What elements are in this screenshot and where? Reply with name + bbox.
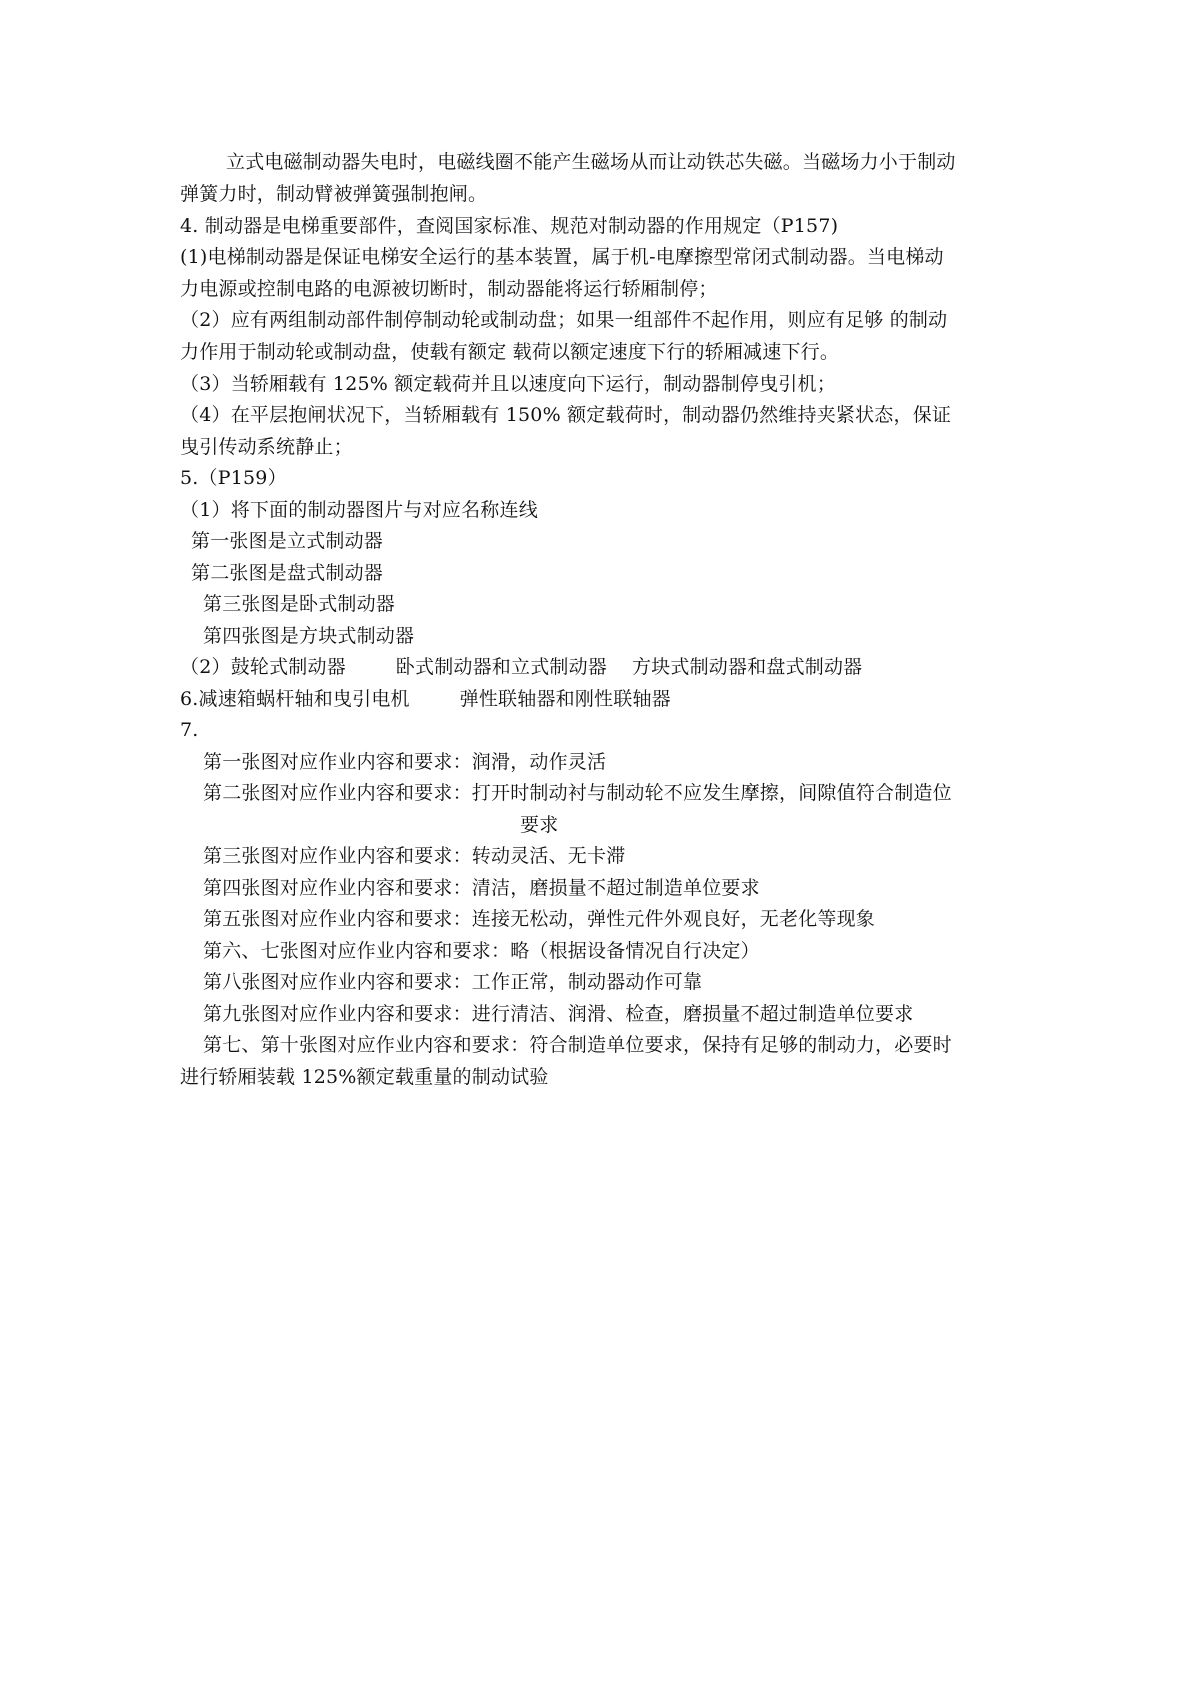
text-line: 5.（P159） [180,467,287,489]
text-line: 第八张图对应作业内容和要求：工作正常，制动器动作可靠 [203,971,703,993]
text-line: （4）在平层抱闸状况下，当轿厢载有 150% 额定载荷时，制动器仍然维持夹紧状态，保证 [180,404,952,426]
text-line: 第二张图对应作业内容和要求：打开时制动衬与制动轮不应发生摩擦，间隙值符合制造位 [203,782,952,804]
text-line: 第五张图对应作业内容和要求：连接无松动，弹性元件外观良好，无老化等现象 [203,908,876,930]
text-line: （3）当轿厢载有 125% 额定载荷并且以速度向下运行，制动器制停曳引机； [180,373,836,395]
text-line: 第三张图对应作业内容和要求：转动灵活、无卡滞 [203,845,626,867]
text-line: 第二张图是盘式制动器 [191,562,384,584]
text-line: 弹簧力时，制动臂被弹簧强制抱闸。 [180,183,488,205]
text-line: (1)电梯制动器是保证电梯安全运行的基本装置，属于机-电摩擦型常闭式制动器。当电梯动 [180,246,944,268]
text-line: 力作用于制动轮或制动盘，使载有额定 载荷以额定速度下行的轿厢减速下行。 [180,341,840,363]
text-line: 7. [180,719,199,741]
text-line: 第一张图对应作业内容和要求：润滑，动作灵活 [203,751,607,773]
text-line: 第九张图对应作业内容和要求：进行清洁、润滑、检查，磨损量不超过制造单位要求 [203,1003,914,1025]
text-line: 4. 制动器是电梯重要部件，查阅国家标准、规范对制动器的作用规定（P157) [180,215,839,237]
text-line: 第六、七张图对应作业内容和要求：略（根据设备情况自行决定） [203,940,760,962]
text-line: 第四张图对应作业内容和要求：清洁，磨损量不超过制造单位要求 [203,877,760,899]
text-line: （2）应有两组制动部件制停制动轮或制动盘；如果一组部件不起作用，则应有足够 的制动 [180,309,948,331]
text-line: （2）鼓轮式制动器 卧式制动器和立式制动器 方块式制动器和盘式制动器 [180,656,863,678]
text-line: （1）将下面的制动器图片与对应名称连线 [180,499,538,521]
text-line: 第三张图是卧式制动器 [203,593,396,615]
text-line: 第四张图是方块式制动器 [203,625,415,647]
text-line: 曳引传动系统静止； [180,436,353,458]
text-line: 第七、第十张图对应作业内容和要求：符合制造单位要求，保持有足够的制动力，必要时 [203,1034,952,1056]
text-line: 要求 [520,814,559,836]
text-line: 6.减速箱蜗杆轴和曳引电机 弹性联轴器和刚性联轴器 [180,688,671,710]
text-line: 立式电磁制动器失电时，电磁线圈不能产生磁场从而让动铁芯失磁。当磁场力小于制动 [226,151,956,173]
text-line: 进行轿厢装载 125%额定载重量的制动试验 [180,1066,549,1088]
text-line: 第一张图是立式制动器 [191,530,384,552]
text-line: 力电源或控制电路的电源被切断时，制动器能将运行轿厢制停； [180,278,718,300]
